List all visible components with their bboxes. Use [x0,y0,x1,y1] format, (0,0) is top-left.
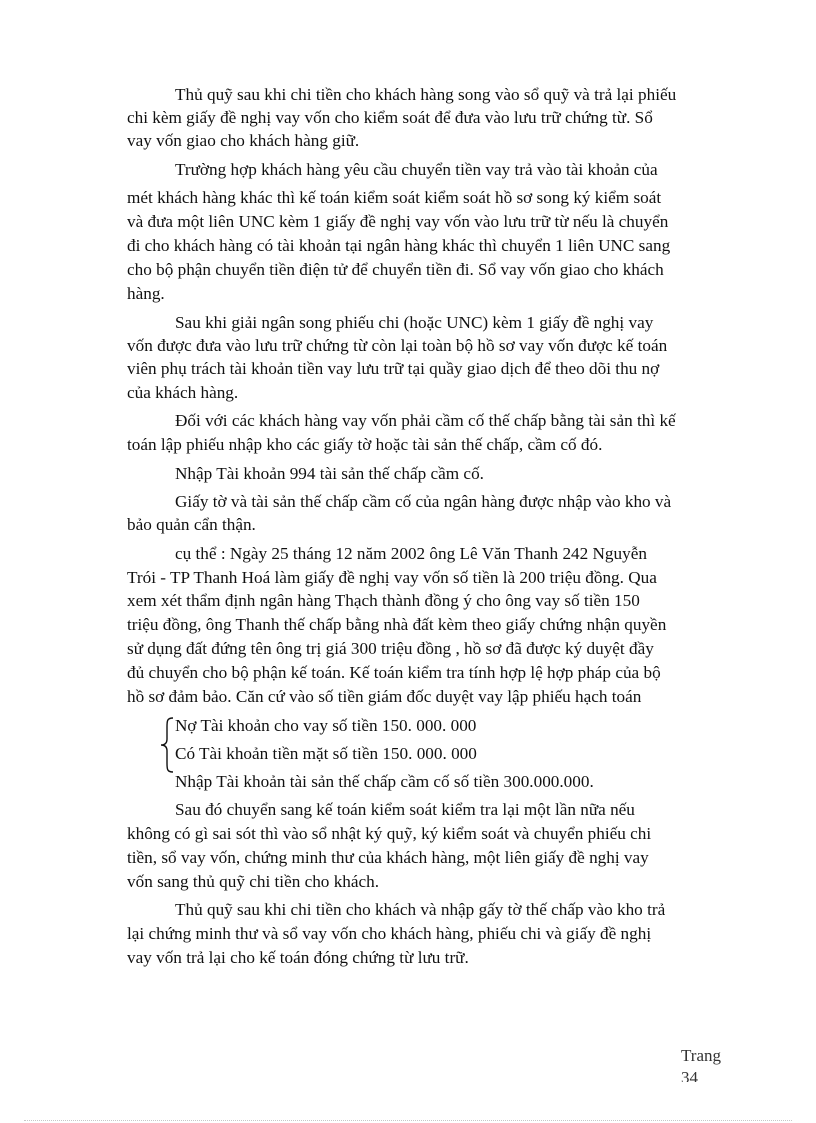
paragraph-9-line-2: lại chứng minh thư và sổ vay vốn cho khách hàng, phiếu chi và giấy đề nghị [127,924,652,943]
paragraph-7-line-7: hồ sơ đảm bảo. Căn cứ vào số tiền giám đốc duyệt vay lập phiếu hạch toán [127,687,642,706]
paragraph-2-line-2: mét khách hàng khác thì kế toán kiểm soát kiểm soát hồ sơ song ký kiểm soát [127,188,662,207]
paragraph-3-line-3: viên phụ trách tài khoản tiền vay lưu trữ tại quầy giao dịch để theo dõi thu nợ [127,359,660,378]
paragraph-7-line-6: đủ chuyển cho bộ phận kế toán. Kế toán kiểm tra tính hợp lệ hợp pháp của bộ [127,663,661,682]
page-number-digits: 34 [681,1068,698,1082]
paragraph-4-line-2: toán lập phiếu nhập kho các giấy tờ hoặc tài sản thế chấp, cầm cố đó. [127,435,603,454]
paragraph-4-line-1: Đối với các khách hàng vay vốn phải cầm cố thế chấp bằng tài sản thì kế [175,411,676,430]
entry-debit: Nợ Tài khoản cho vay số tiền 150. 000. 000 [175,716,477,735]
paragraph-8-line-1: Sau đó chuyển sang kế toán kiểm soát kiểm tra lại một lần nữa nếu [175,800,635,819]
paragraph-9-line-3: vay vốn trả lại cho kế toán đóng chứng từ lưu trữ. [127,948,469,967]
paragraph-5-line-1: Nhập Tài khoản 994 tài sản thế chấp cầm cố. [175,464,484,483]
paragraph-8-line-4: vốn sang thủ quỹ chi tiền cho khách. [127,872,380,891]
paragraph-1-line-2: chi kèm giấy đề nghị vay vốn cho kiểm soát để đưa vào lưu trữ chứng từ. Sổ [127,108,653,127]
page-number-label: Trang [681,1046,721,1065]
paragraph-8-line-2: không có gì sai sót thì vào sổ nhật ký quỹ, ký kiểm soát và chuyển phiếu chi [127,824,652,843]
paragraph-7-line-5: sử dụng đất đứng tên ông trị giá 300 triệu đồng , hồ sơ đã được ký duyệt đầy [127,639,654,658]
entry-credit: Có Tài khoản tiền mặt số tiền 150. 000. 000 [175,744,477,763]
paragraph-6-line-2: bảo quản cẩn thận. [127,515,256,534]
page-bottom-border [24,1120,792,1121]
paragraph-2-line-3: và đưa một liên UNC kèm 1 giấy đề nghị vay vốn vào lưu trữ từ nếu là chuyển [127,212,669,231]
paragraph-1-line-1: Thủ quỹ sau khi chi tiền cho khách hàng song vào sổ quỹ và trả lại phiếu [175,85,677,104]
page-number-value [681,1068,741,1082]
paragraph-7-line-4: triệu đồng, ông Thanh thế chấp bằng nhà đất kèm theo giấy chứng nhận quyền [127,615,667,634]
paragraph-7-line-2: Trói - TP Thanh Hoá làm giấy đề nghị vay vốn số tiền là 200 triệu đồng. Qua [127,568,657,587]
paragraph-3-line-4: của khách hàng. [127,383,239,402]
paragraph-3-line-1: Sau khi giải ngân song phiếu chi (hoặc UNC) kèm 1 giấy đề nghị vay [175,313,654,332]
paragraph-2-line-1: Trường hợp khách hàng yêu cầu chuyển tiền vay trả vào tài khoản của [175,160,658,179]
paragraph-3-line-2: vốn được đưa vào lưu trữ chứng từ còn lại toàn bộ hồ sơ vay vốn được kế toán [127,336,668,355]
curly-brace-icon [160,717,174,773]
paragraph-2-line-5: cho bộ phận chuyển tiền điện tử để chuyển tiền đi. Sổ vay vốn giao cho khách [127,260,664,279]
paragraph-8-line-3: tiền, sổ vay vốn, chứng minh thư của khách hàng, một liên giấy đề nghị vay [127,848,649,867]
paragraph-7-line-1: cụ thể : Ngày 25 tháng 12 năm 2002 ông Lê Văn Thanh 242 Nguyễn [175,544,647,563]
entry-collateral: Nhập Tài khoản tài sản thế chấp cầm cố số tiền 300.000.000. [175,772,594,791]
paragraph-6-line-1: Giấy tờ và tài sản thế chấp cầm cố của ngân hàng được nhập vào kho và [175,492,672,511]
paragraph-2-line-4: đi cho khách hàng có tài khoản tại ngân hàng khác thì chuyển 1 liên UNC sang [127,236,671,255]
paragraph-7-line-3: xem xét thẩm định ngân hàng Thạch thành đồng ý cho ông vay số tiền 150 [127,591,640,610]
paragraph-2-line-6: hàng. [127,284,165,303]
paragraph-1-line-3: vay vốn giao cho khách hàng giữ. [127,131,360,150]
paragraph-9-line-1: Thủ quỹ sau khi chi tiền cho khách và nhập gấy tờ thế chấp vào kho trả [175,900,666,919]
